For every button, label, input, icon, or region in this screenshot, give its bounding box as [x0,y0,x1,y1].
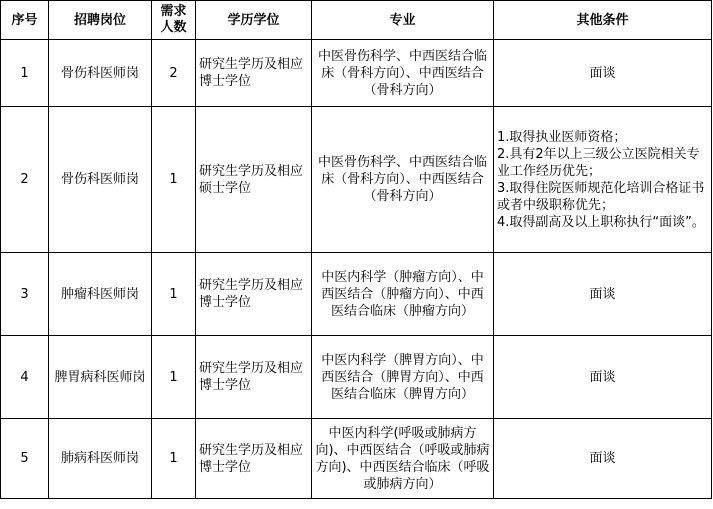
cell-position: 骨伤科医师岗 [49,107,152,253]
cell-quota: 1 [152,336,196,419]
cell-seq: 5 [1,419,49,499]
cell-position: 脾胃病科医师岗 [49,336,152,419]
cell-quota: 1 [152,419,196,499]
table-row [1,253,712,336]
table-row [1,419,712,499]
cell-seq: 1 [1,40,49,107]
cell-quota: 1 [152,107,196,253]
condition-item: 4.取得副高及以上职称执行“面谈”。 [497,214,705,230]
cell-quota: 1 [152,253,196,336]
header-major: 专业 [312,1,494,40]
cell-other: 面谈 [494,40,712,107]
table-row [1,40,712,107]
header-quota-line2: 人数 [160,20,187,35]
cell-position: 肺病科医师岗 [49,419,152,499]
cell-major: 中医内科学（肿瘤方向）、中西医结合（肿瘤方向）、中西医结合临床（肿瘤方向） [312,253,494,336]
condition-item: 2.具有2年以上三级公立医院相关专业工作经历优先； [497,146,700,179]
cell-seq: 4 [1,336,49,419]
cell-education: 研究生学历及相应博士学位 [196,253,312,336]
cell-other: 面谈 [494,419,712,499]
cell-position: 肿瘤科医师岗 [49,253,152,336]
cell-major: 中医内科学（脾胃方向）、中西医结合（脾胃方向）、中西医结合临床（脾胃方向） [312,336,494,419]
condition-item: 1.取得执业医师资格； [497,129,627,145]
cell-major: 中医内科学(呼吸或肺病方向)、中西医结合（呼吸或肺病方向)、中西医结合临床（呼吸或肺病方向） [312,419,494,499]
header-quota [152,1,196,40]
cell-education: 研究生学历及相应博士学位 [196,336,312,419]
table-header-row [1,1,712,40]
cell-other: 面谈 [494,336,712,419]
condition-item: 3.取得住院医师规范化培训合格证书或者中级职称优先； [497,180,705,213]
cell-education: 研究生学历及相应硕士学位 [196,107,312,253]
cell-major: 中医骨伤科学、中西医结合临床（骨科方向）、中西医结合（骨科方向） [312,107,494,253]
cell-education: 研究生学历及相应博士学位 [196,419,312,499]
header-seq: 序号 [1,1,49,40]
table-row [1,107,712,253]
header-education: 学历学位 [196,1,312,40]
header-position: 招聘岗位 [49,1,152,40]
cell-major: 中医骨伤科学、中西医结合临床（骨科方向）、中西医结合（骨科方向） [312,40,494,107]
cell-quota: 2 [152,40,196,107]
cell-education: 研究生学历及相应博士学位 [196,40,312,107]
header-other: 其他条件 [494,1,712,40]
cell-seq: 3 [1,253,49,336]
cell-other: 面谈 [494,253,712,336]
cell-position: 骨伤科医师岗 [49,40,152,107]
cell-other-conditions [494,107,712,253]
table-row [1,336,712,419]
header-quota-line1: 需求 [160,4,187,19]
cell-seq: 2 [1,107,49,253]
